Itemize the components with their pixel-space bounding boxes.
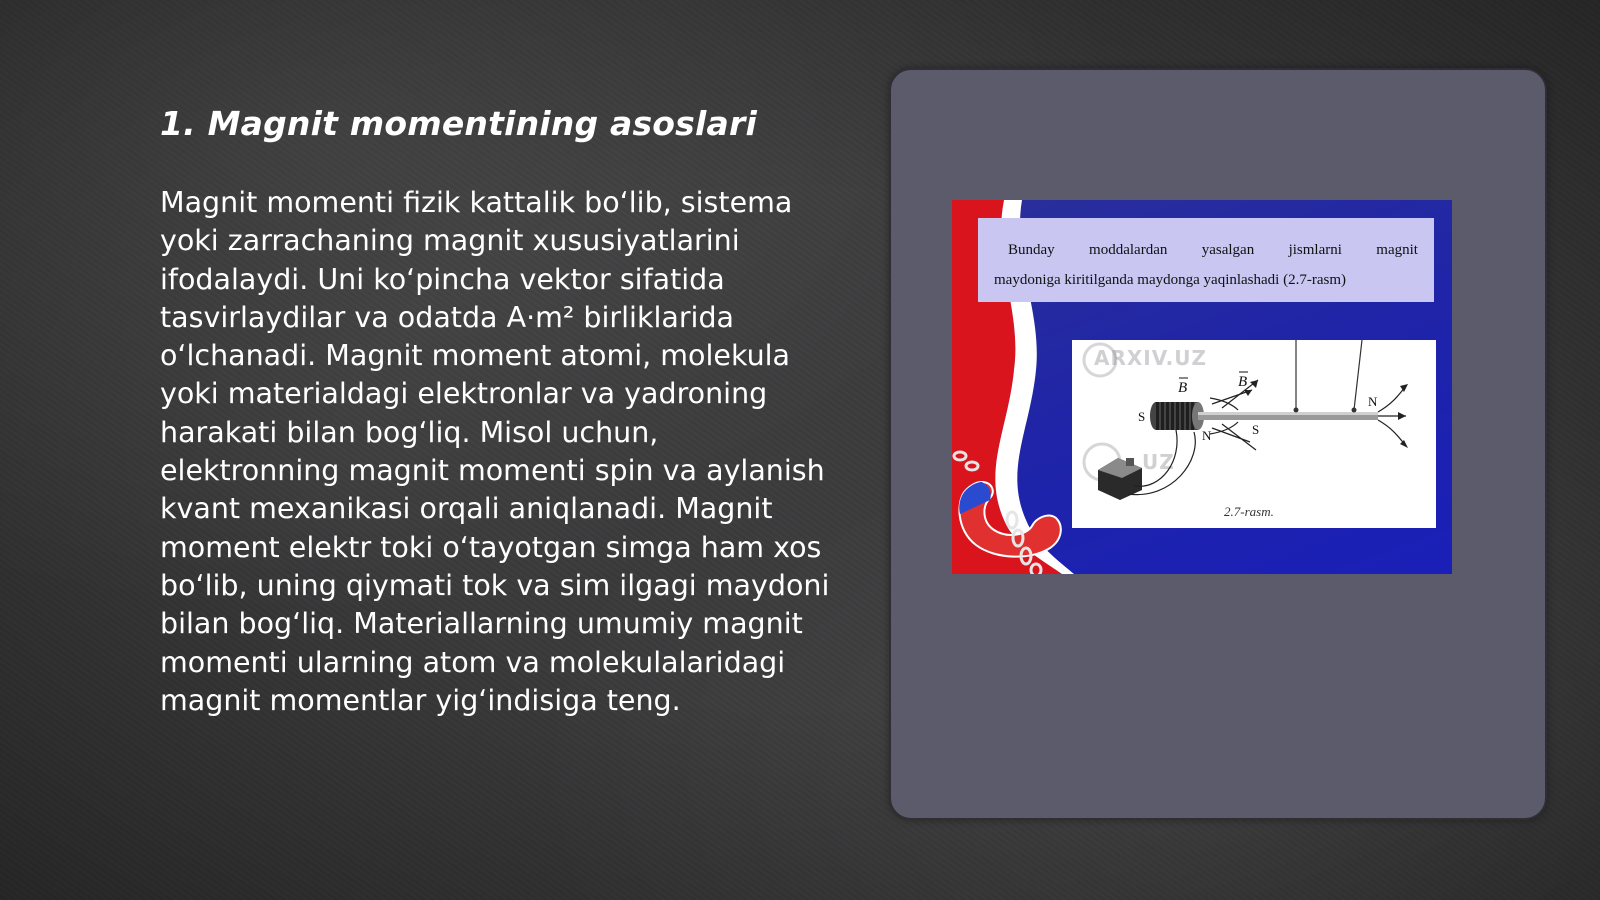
caption-line-1: [1008, 242, 1418, 259]
caption-word: yasalgan: [1201, 242, 1255, 258]
slide-title: 1. Magnit momentining asoslari: [160, 104, 757, 143]
caption-word: Bunday: [1008, 242, 1055, 258]
magnet-diagram: [1072, 340, 1436, 528]
magnet-diagram-drawing: [1072, 340, 1436, 528]
caption-word: moddalardan: [1089, 242, 1168, 258]
watermark: ARXIV.UZ: [1094, 346, 1207, 370]
label-s-coil: S: [1138, 409, 1146, 424]
diagram-caption: 2.7-rasm.: [1224, 504, 1274, 519]
caption-word: jismlarni: [1288, 242, 1342, 258]
label-s-rod: S: [1252, 422, 1260, 437]
caption-line-2: maydoniga kiritilganda maydonga yaqinlashadi (2.7-rasm): [994, 272, 1346, 288]
label-n-rod: N: [1368, 394, 1378, 409]
slide-body-text: Magnit momenti fizik kattalik boʻlib, sistema yoki zarrachaning magnit xususiyatlarini ifodalaydi. Uni koʻpincha vektor sifatida tasvirlaydilar va odatda A·m² birliklarida oʻlchanadi. Magnit moment atomi, molekula yoki materialdagi elektronlar va yadroning harakati bilan bogʻliq. Misol uchun, elektronning magnit momenti spin va aylanish kvant mexanikasi orqali aniqlanadi. Magnit moment elektr toki oʻtayotgan simga ham xos boʻlib, uning qiymati tok va sim ilgagi maydoni bilan bogʻliq. Materiallarning umumiy magnit momenti ularning atom va molekulalaridagi magnit momentlar yigʻindisiga teng.: [160, 186, 830, 717]
label-n-coil: N: [1202, 428, 1212, 443]
image-panel: [889, 68, 1547, 820]
figure-caption-box: [978, 218, 1434, 302]
label-b-field: B: [1238, 374, 1248, 390]
watermark-partial: UZ: [1142, 450, 1175, 474]
label-b-coil: B: [1178, 380, 1188, 396]
caption-word: magnit: [1376, 242, 1418, 258]
textbook-figure: [952, 200, 1452, 574]
